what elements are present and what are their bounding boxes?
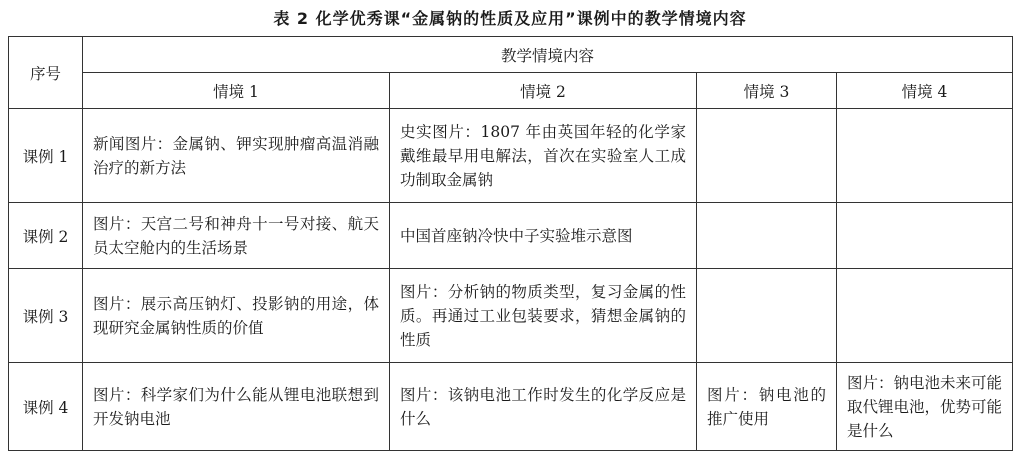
header-group: 教学情境内容: [83, 37, 1013, 73]
teaching-context-table: [8, 36, 1013, 451]
table-cell: [697, 109, 837, 203]
table-cell: 图片：科学家们为什么能从锂电池联想到开发钠电池: [83, 363, 390, 451]
table-cell: 史实图片：1807 年由英国年轻的化学家戴维最早用电解法，首次在实验室人工成功制取金属钠: [390, 109, 697, 203]
row-label: 课例 1: [9, 109, 83, 203]
table-cell: [837, 203, 1013, 269]
table-cell: 图片：钠电池未来可能取代锂电池，优势可能是什么: [837, 363, 1013, 451]
table-row: [9, 109, 1013, 203]
row-label: 课例 2: [9, 203, 83, 269]
table-cell: [837, 109, 1013, 203]
table-cell: 图片：钠电池的推广使用: [697, 363, 837, 451]
table-caption: 表 2 化学优秀课“金属钠的性质及应用”课例中的教学情境内容: [273, 9, 747, 28]
table-cell: 图片：天宫二号和神舟十一号对接、航天员太空舱内的生活场景: [83, 203, 390, 269]
header-context-3: 情境 3: [697, 73, 837, 109]
header-context-4: 情境 4: [837, 73, 1013, 109]
table-cell: 图片：该钠电池工作时发生的化学反应是什么: [390, 363, 697, 451]
table-cell: [697, 203, 837, 269]
table-row: [9, 363, 1013, 451]
table-cell: [837, 269, 1013, 363]
row-label: 课例 3: [9, 269, 83, 363]
table-row: [9, 203, 1013, 269]
row-label: 课例 4: [9, 363, 83, 451]
table-cell: [697, 269, 837, 363]
table-row: [9, 269, 1013, 363]
header-seq: 序号: [9, 37, 83, 109]
table-cell: 图片：分析钠的物质类型，复习金属的性质。再通过工业包装要求，猜想金属钠的性质: [390, 269, 697, 363]
header-context-2: 情境 2: [390, 73, 697, 109]
header-context-1: 情境 1: [83, 73, 390, 109]
table-cell: 新闻图片：金属钠、钾实现肿瘤高温消融治疗的新方法: [83, 109, 390, 203]
table-cell: 中国首座钠冷快中子实验堆示意图: [390, 203, 697, 269]
table-cell: 图片：展示高压钠灯、投影钠的用途，体现研究金属钠性质的价值: [83, 269, 390, 363]
